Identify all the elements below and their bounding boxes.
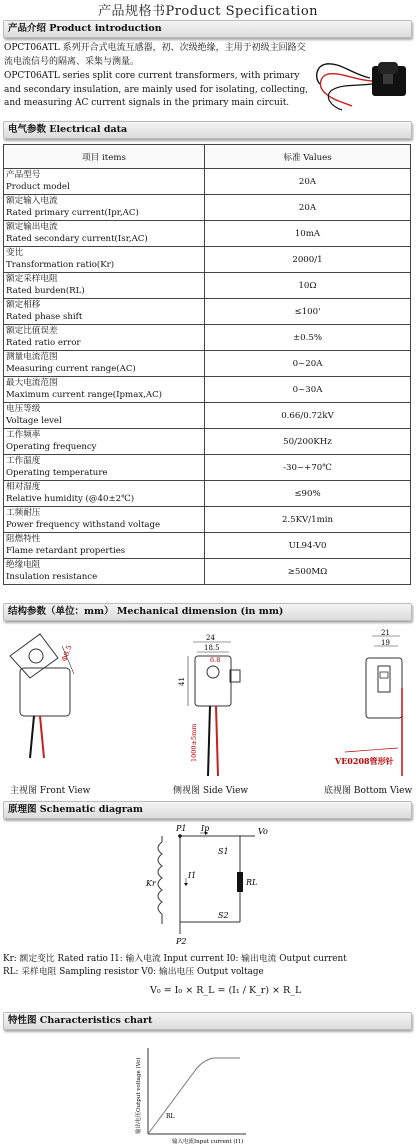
- schematic-legend: [3, 953, 413, 979]
- row-value: ≤90%: [205, 481, 411, 507]
- intro-text: [4, 42, 310, 112]
- row-value: 0~30A: [205, 377, 411, 403]
- row-value: 20A: [205, 169, 411, 195]
- table-row: [4, 507, 411, 533]
- front-view-caption: 主视图 Front View: [10, 786, 91, 796]
- table-row: [4, 169, 411, 195]
- row-value: ≤100': [205, 299, 411, 325]
- row-value: 10mA: [205, 221, 411, 247]
- intro-en: OPCT06ATL series split core current transformers, with primary and secondary insulation, are mainly used for isolating, collecting, and measuring AC current signals in the primary main circuit.: [4, 71, 309, 108]
- bottom-dim-21: 21: [381, 629, 390, 637]
- row-value: ≥500MΩ: [205, 559, 411, 585]
- chart-xlabel: 输入电流Input current (I1): [172, 1139, 244, 1145]
- schem-rl: RL: [246, 878, 258, 887]
- table-row: [4, 481, 411, 507]
- chart-ylabel: 输出电压Output voltage (Vo): [136, 1057, 142, 1134]
- row-item-cn: 最大电流范围: [6, 378, 58, 389]
- row-value: UL94-V0: [205, 533, 411, 559]
- schem-s1: S1: [218, 847, 229, 856]
- row-item-cn: 额定采样电阻: [6, 274, 58, 285]
- product-photo: [312, 44, 412, 120]
- row-item: [4, 533, 205, 559]
- row-item-en: Measuring current range(AC): [6, 363, 136, 374]
- col-header-item: 项目 items: [4, 145, 205, 169]
- row-item-en: Transformation ratio(Kr): [6, 259, 115, 270]
- table-row: [4, 403, 411, 429]
- schem-p1: P1: [176, 824, 187, 833]
- col-header-value: 标准 Values: [205, 145, 411, 169]
- table-row: [4, 377, 411, 403]
- row-item-cn: 工频耐压: [6, 508, 41, 519]
- side-dim-24: 24: [206, 634, 215, 642]
- side-view-caption: 侧视图 Side View: [173, 786, 249, 796]
- bottom-view-caption: 底视图 Bottom View: [324, 786, 413, 796]
- row-item: [4, 221, 205, 247]
- row-value: 20A: [205, 195, 411, 221]
- table-row: [4, 247, 411, 273]
- row-item: [4, 455, 205, 481]
- row-value: 2000/1: [205, 247, 411, 273]
- table-row: [4, 533, 411, 559]
- row-item: [4, 195, 205, 221]
- row-item: [4, 325, 205, 351]
- row-item-cn: 绝缘电阻: [6, 560, 41, 571]
- section-header-electrical: 电气参数 Electrical data: [3, 121, 412, 139]
- legend-line1: Kr: 额定变比 Rated ratio I1: 输入电流 Input current I0: 输出电流 Output current: [3, 954, 347, 964]
- row-item: [4, 247, 205, 273]
- section-header-schematic: 原理图 Schematic diagram: [3, 801, 412, 819]
- row-item: [4, 273, 205, 299]
- table-row: [4, 559, 411, 585]
- row-item-cn: 工作频率: [6, 430, 41, 441]
- row-item: [4, 559, 205, 585]
- schematic-diagram: [140, 822, 280, 950]
- side-view-drawing: [178, 634, 240, 776]
- schem-kr: Kr: [146, 879, 156, 888]
- row-value: 0~20A: [205, 351, 411, 377]
- row-value: ±0.5%: [205, 325, 411, 351]
- row-value: -30~+70℃: [205, 455, 411, 481]
- schem-vo: Vo: [258, 827, 268, 836]
- table-row: [4, 455, 411, 481]
- row-item-cn: 额定输出电流: [6, 222, 58, 233]
- row-item-cn: 阻燃特性: [6, 534, 41, 545]
- row-item-cn: 额定输入电流: [6, 196, 58, 207]
- bottom-view-drawing: [334, 629, 402, 776]
- row-item-en: Flame retardant properties: [6, 545, 126, 556]
- row-item: [4, 429, 205, 455]
- row-item: [4, 507, 205, 533]
- row-item-cn: 产品型号: [6, 170, 41, 181]
- pin-note: VE0208管形针: [335, 756, 394, 766]
- row-item-cn: 额定比值误差: [6, 326, 58, 337]
- table-row: [4, 195, 411, 221]
- page-title: 产品规格书Product Specification: [97, 4, 319, 19]
- intro-cn: OPCT06ATL 系列开合式电流互感器，初、次级绝缘，主用于初级主回路交流电流信号的隔离、采集与测量。: [4, 43, 306, 67]
- side-dim-41: 41: [178, 677, 186, 686]
- table-row: [4, 273, 411, 299]
- row-item-en: Rated secondary current(Isr,AC): [6, 233, 148, 244]
- output-formula: V₀ = I₀ × R_L = (I₁ / K_r) × R_L: [150, 985, 302, 996]
- row-item: [4, 299, 205, 325]
- row-item-en: Rated phase shift: [6, 311, 83, 322]
- schem-p2: P2: [176, 937, 187, 946]
- schem-s2: S2: [218, 911, 229, 920]
- row-item-cn: 电压等级: [6, 404, 41, 415]
- row-item-en: Insulation resistance: [6, 571, 98, 582]
- row-item: [4, 351, 205, 377]
- legend-line2: RL: 采样电阻 Sampling resistor V0: 输出电压 Output voltage: [3, 967, 264, 977]
- row-item-en: Maximum current range(Ipmax,AC): [6, 389, 163, 400]
- table-row: [4, 429, 411, 455]
- chart-curve-label: RL: [166, 1113, 175, 1120]
- row-item-en: Voltage level: [6, 415, 62, 426]
- table-row: [4, 221, 411, 247]
- row-item: [4, 403, 205, 429]
- row-item-en: Operating temperature: [6, 467, 108, 478]
- bottom-dim-19: 19: [381, 639, 390, 647]
- section-header-characteristics: 特性图 Characteristics chart: [3, 1012, 412, 1030]
- row-value: 50/200KHz: [205, 429, 411, 455]
- row-item-en: Rated ratio error: [6, 337, 81, 348]
- row-item-cn: 额定相移: [6, 300, 41, 311]
- row-item-en: Rated primary current(Ipr,AC): [6, 207, 139, 218]
- row-item-en: Operating frequency: [6, 441, 97, 452]
- row-item-en: Power frequency withstand voltage: [6, 519, 161, 530]
- front-view-drawing: [10, 634, 74, 758]
- row-item: [4, 481, 205, 507]
- schem-i1: I1: [188, 871, 197, 880]
- side-dim-lead: 1000±5mm: [190, 723, 198, 762]
- row-item: [4, 169, 205, 195]
- table-row: [4, 325, 411, 351]
- row-item-en: Product model: [6, 181, 70, 192]
- table-row: [4, 299, 411, 325]
- row-item: [4, 377, 205, 403]
- electrical-table: [3, 144, 411, 585]
- row-value: 0.66/0.72kV: [205, 403, 411, 429]
- row-item-en: Rated burden(RL): [6, 285, 85, 296]
- row-item-cn: 测量电流范围: [6, 352, 58, 363]
- row-item-cn: 相对湿度: [6, 482, 41, 493]
- row-item-en: Relative humidity (@40±2℃): [6, 493, 135, 504]
- schem-ip: Ip: [201, 824, 210, 833]
- section-header-intro: 产品介绍 Product introduction: [3, 20, 412, 38]
- row-item-cn: 工作温度: [6, 456, 41, 467]
- front-dim: Φ8.5: [60, 644, 74, 663]
- side-dim-68: 6.8: [210, 656, 221, 664]
- table-row: [4, 351, 411, 377]
- row-value: 10Ω: [205, 273, 411, 299]
- characteristics-chart: [110, 1042, 310, 1146]
- mechanical-drawings: [0, 628, 416, 798]
- side-dim-18: 18.5: [204, 644, 220, 652]
- section-header-mechanical: 结构参数（单位：mm） Mechanical dimension (in mm): [3, 603, 412, 621]
- row-value: 2.5KV/1min: [205, 507, 411, 533]
- row-item-cn: 变比: [6, 248, 24, 259]
